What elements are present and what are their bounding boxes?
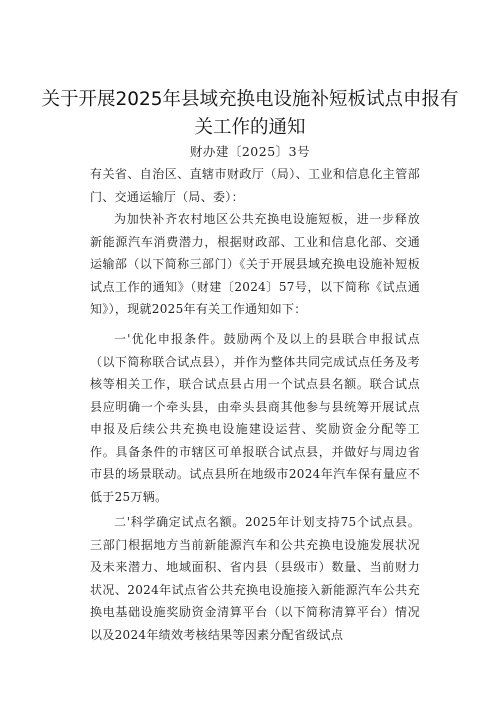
- paragraph-section-1: [90, 328, 420, 508]
- paragraph-section-2: [90, 511, 420, 646]
- paragraph-intro: [90, 208, 420, 321]
- paragraph-text: 一'优化申报条件。鼓励两个及以上的县联合申报试点（以下简称联合试点县），并作为整体共同完成试点任务及考核等相关工作，联合试点县占用一个试点县名额。联合试点县应明确一个牵头县，由牵头县商其他参与县统筹开展试点申报及后续公共充换电设施建设运营、奖励资金分配等工作。具备条件的市辖区可单报联合试点县，并做好与周边省市县的场景联动。试点县所在地级市2024年汽车保有量应不低于25万辆。: [90, 332, 420, 504]
- document-title: 关于开展2025年县域充换电设施补短板试点申报有关工作的通知: [41, 89, 459, 138]
- paragraph-text: 为加快补齐农村地区公共充换电设施短板，进一步释放新能源汽车消费潜力，根据财政部、工业和信息化部、交通运输部（以下简称三部门）《关于开展县域充换电设施补短板试点工作的通知》（财建〔2024〕57号，以下简称《试点通知》），现就2025年有关工作通知如下：: [90, 212, 420, 316]
- paragraph-text: 二'科学确定试点名额。2025年计划支持75个试点县。三部门根据地方当前新能源汽车和公共充换电设施发展状况及未来潜力、地域面积、省内县（县级市）数量、当前财力状况、2024年试点省公共充换电设施接入新能源汽车公共充换电基础设施奖励资金清算平台（以下简称清算平台）情况以及2024年绩效考核结果等因素分配省级试点: [90, 515, 420, 642]
- document-number: 财办建〔2025〕3号: [189, 144, 311, 159]
- addressee: 有关省、自治区、直辖市财政厅（局）、工业和信息化主管部门、交通运输厅（局、委）：: [90, 167, 420, 204]
